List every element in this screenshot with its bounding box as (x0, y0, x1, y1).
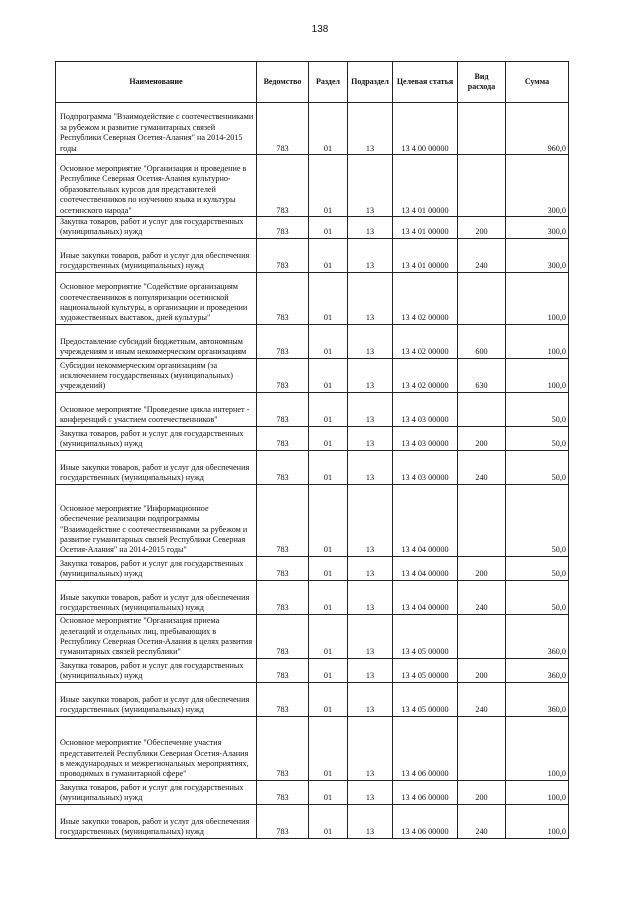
row-target-article: 13 4 06 00000 (393, 804, 458, 838)
row-name: Основное мероприятие "Информационное обеспечение реализации подпрограммы "Взаимодействие с соотечественниками за рубежом и развитие гуманитарных связей Республики Северная Осетия-Алания" на 2014-2015 годы" (60, 503, 248, 555)
row-section: 01 (309, 614, 348, 658)
row-target-article: 13 4 01 00000 (393, 155, 458, 217)
row-expense-type: 240 (458, 450, 506, 484)
row-section: 01 (309, 658, 348, 682)
row-subsection: 13 (348, 358, 393, 392)
row-section: 01 (309, 358, 348, 392)
column-header-expense-type: Вид расхода (458, 62, 506, 103)
row-name: Закупка товаров, работ и услуг для государственных (муниципальных) нужд (60, 559, 244, 579)
row-department: 783 (257, 804, 309, 838)
row-subsection: 13 (348, 238, 393, 272)
row-section: 01 (309, 580, 348, 614)
row-amount: 960,0 (506, 103, 569, 155)
budget-table (55, 61, 569, 839)
row-cell-name (56, 272, 257, 324)
row-expense-type: 240 (458, 682, 506, 716)
row-target-article: 13 4 06 00000 (393, 716, 458, 780)
row-name: Закупка товаров, работ и услуг для государственных (муниципальных) нужд (60, 783, 244, 803)
row-name: Предоставление субсидий бюджетным, автономным учреждениям и иным некоммерческим организациям (60, 337, 247, 357)
column-header-subsection: Подраздел (348, 62, 393, 103)
row-section: 01 (309, 426, 348, 450)
row-amount: 100,0 (506, 804, 569, 838)
row-section: 01 (309, 238, 348, 272)
row-department: 783 (257, 716, 309, 780)
row-amount: 360,0 (506, 682, 569, 716)
table-row (56, 272, 569, 324)
row-cell-name (56, 484, 257, 556)
row-name: Закупка товаров, работ и услуг для государственных (муниципальных) нужд (60, 661, 244, 681)
row-target-article: 13 4 03 00000 (393, 426, 458, 450)
row-name: Основное мероприятие "Организация и проведение в Республике Северная Осетия-Алания культурно-образовательных курсов для представителей соотечественников по изучению языка и культуры осетинского народа" (60, 163, 247, 215)
row-section: 01 (309, 324, 348, 358)
row-department: 783 (257, 155, 309, 217)
column-header-target-article: Целевая статья (393, 62, 458, 103)
row-amount: 360,0 (506, 614, 569, 658)
row-name: Иные закупки товаров, работ и услуг для обеспечения государственных (муниципальных) нужд (60, 817, 250, 837)
table-row (56, 780, 569, 804)
row-department: 783 (257, 217, 309, 239)
row-name: Иные закупки товаров, работ и услуг для обеспечения государственных (муниципальных) нужд (60, 251, 250, 271)
row-section: 01 (309, 716, 348, 780)
row-name: Основное мероприятие "Проведение цикла интернет - конференций с участием соотечественников" (60, 405, 250, 425)
row-subsection: 13 (348, 614, 393, 658)
row-expense-type: 240 (458, 580, 506, 614)
row-amount: 100,0 (506, 780, 569, 804)
row-expense-type (458, 392, 506, 426)
row-section: 01 (309, 272, 348, 324)
row-name: Основное мероприятие "Обеспечение участия представителей Республики Северная Осетия-Алания в международных и межрегиональных мероприятиях, проводимых в гуманитарной сфере" (60, 738, 249, 779)
table-row (56, 716, 569, 780)
row-subsection: 13 (348, 217, 393, 239)
table-row (56, 324, 569, 358)
row-cell-name (56, 238, 257, 272)
row-amount: 100,0 (506, 272, 569, 324)
row-name: Основное мероприятие "Содействие организациям соотечественников в популяризации осетинской национальной культуры, в организации и проведении художественных выставок, дней культуры" (60, 282, 248, 323)
row-subsection: 13 (348, 392, 393, 426)
page-number: 138 (311, 24, 329, 35)
row-expense-type (458, 272, 506, 324)
row-department: 783 (257, 272, 309, 324)
row-subsection: 13 (348, 272, 393, 324)
row-expense-type (458, 484, 506, 556)
row-amount: 300,0 (506, 238, 569, 272)
row-section: 01 (309, 155, 348, 217)
row-target-article: 13 4 04 00000 (393, 580, 458, 614)
row-target-article: 13 4 05 00000 (393, 682, 458, 716)
table-row (56, 358, 569, 392)
row-expense-type: 200 (458, 556, 506, 580)
row-target-article: 13 4 01 00000 (393, 238, 458, 272)
row-amount: 100,0 (506, 358, 569, 392)
row-amount: 50,0 (506, 426, 569, 450)
table-row (56, 450, 569, 484)
table-header (56, 62, 569, 103)
row-subsection: 13 (348, 103, 393, 155)
row-section: 01 (309, 804, 348, 838)
row-expense-type (458, 716, 506, 780)
row-department: 783 (257, 780, 309, 804)
row-section: 01 (309, 682, 348, 716)
row-subsection: 13 (348, 484, 393, 556)
row-department: 783 (257, 392, 309, 426)
row-section: 01 (309, 217, 348, 239)
table-row (56, 238, 569, 272)
row-target-article: 13 4 04 00000 (393, 484, 458, 556)
row-amount: 100,0 (506, 716, 569, 780)
row-expense-type: 200 (458, 217, 506, 239)
row-target-article: 13 4 05 00000 (393, 658, 458, 682)
row-expense-type: 200 (458, 426, 506, 450)
row-department: 783 (257, 484, 309, 556)
row-department: 783 (257, 426, 309, 450)
table-body (56, 103, 569, 839)
row-subsection: 13 (348, 780, 393, 804)
row-target-article: 13 4 02 00000 (393, 272, 458, 324)
table-row (56, 392, 569, 426)
row-department: 783 (257, 238, 309, 272)
row-subsection: 13 (348, 426, 393, 450)
row-subsection: 13 (348, 658, 393, 682)
table-row (56, 614, 569, 658)
row-amount: 300,0 (506, 217, 569, 239)
row-department: 783 (257, 614, 309, 658)
column-header-name: Наименование (56, 62, 257, 103)
table-row (56, 804, 569, 838)
table-row (56, 103, 569, 155)
row-expense-type: 200 (458, 780, 506, 804)
row-name: Закупка товаров, работ и услуг для государственных (муниципальных) нужд (60, 217, 244, 237)
row-section: 01 (309, 780, 348, 804)
row-subsection: 13 (348, 450, 393, 484)
row-department: 783 (257, 358, 309, 392)
row-expense-type: 600 (458, 324, 506, 358)
row-expense-type (458, 155, 506, 217)
row-name: Иные закупки товаров, работ и услуг для обеспечения государственных (муниципальных) нужд (60, 593, 250, 613)
row-department: 783 (257, 682, 309, 716)
row-department: 783 (257, 658, 309, 682)
row-amount: 360,0 (506, 658, 569, 682)
row-cell-name (56, 426, 257, 450)
row-cell-name (56, 392, 257, 426)
row-cell-name (56, 804, 257, 838)
row-subsection: 13 (348, 716, 393, 780)
table-row (56, 217, 569, 239)
row-name: Субсидии некоммерческим организациям (за исключением государственных (муниципальных) учреждений) (60, 360, 233, 391)
row-department: 783 (257, 556, 309, 580)
row-subsection: 13 (348, 682, 393, 716)
row-amount: 50,0 (506, 450, 569, 484)
table-row (56, 682, 569, 716)
row-cell-name (56, 358, 257, 392)
row-expense-type: 240 (458, 238, 506, 272)
row-section: 01 (309, 450, 348, 484)
row-department: 783 (257, 324, 309, 358)
row-department: 783 (257, 103, 309, 155)
row-name: Закупка товаров, работ и услуг для государственных (муниципальных) нужд (60, 429, 244, 449)
row-cell-name (56, 716, 257, 780)
row-expense-type: 240 (458, 804, 506, 838)
row-amount: 50,0 (506, 580, 569, 614)
row-cell-name (56, 580, 257, 614)
row-amount: 50,0 (506, 392, 569, 426)
table-row (56, 658, 569, 682)
row-amount: 50,0 (506, 484, 569, 556)
row-cell-name (56, 614, 257, 658)
table-row (56, 426, 569, 450)
row-cell-name (56, 658, 257, 682)
row-cell-name (56, 217, 257, 239)
row-name: Подпрограмма "Взаимодействие с соотечественниками за рубежом и развитие гуманитарных связей Республики Северная Осетия-Алания" на 2014-2015 годы (60, 112, 254, 153)
row-department: 783 (257, 580, 309, 614)
row-name: Основное мероприятие "Организация приема делегаций и отдельных лиц, пребывающих в Республику Северная Осетия-Алания в целях развития гуманитарных связей республики" (60, 616, 253, 657)
row-subsection: 13 (348, 804, 393, 838)
row-target-article: 13 4 02 00000 (393, 358, 458, 392)
row-target-article: 13 4 04 00000 (393, 556, 458, 580)
table-row (56, 155, 569, 217)
row-target-article: 13 4 06 00000 (393, 780, 458, 804)
row-target-article: 13 4 02 00000 (393, 324, 458, 358)
row-section: 01 (309, 392, 348, 426)
row-cell-name (56, 155, 257, 217)
row-subsection: 13 (348, 580, 393, 614)
row-name: Иные закупки товаров, работ и услуг для обеспечения государственных (муниципальных) нужд (60, 695, 250, 715)
row-expense-type: 630 (458, 358, 506, 392)
table-row (56, 484, 569, 556)
column-header-department: Ведомство (257, 62, 309, 103)
row-cell-name (56, 780, 257, 804)
row-amount: 100,0 (506, 324, 569, 358)
table-row (56, 580, 569, 614)
row-target-article: 13 4 03 00000 (393, 392, 458, 426)
row-cell-name (56, 450, 257, 484)
column-header-amount: Сумма (506, 62, 569, 103)
row-department: 783 (257, 450, 309, 484)
header-row (56, 62, 569, 103)
row-expense-type: 200 (458, 658, 506, 682)
row-target-article: 13 4 01 00000 (393, 217, 458, 239)
row-section: 01 (309, 556, 348, 580)
row-section: 01 (309, 484, 348, 556)
row-target-article: 13 4 03 00000 (393, 450, 458, 484)
column-header-section: Раздел (309, 62, 348, 103)
row-subsection: 13 (348, 324, 393, 358)
row-amount: 300,0 (506, 155, 569, 217)
table-row (56, 556, 569, 580)
row-target-article: 13 4 00 00000 (393, 103, 458, 155)
row-subsection: 13 (348, 556, 393, 580)
row-name: Иные закупки товаров, работ и услуг для обеспечения государственных (муниципальных) нужд (60, 463, 250, 483)
row-expense-type (458, 614, 506, 658)
row-cell-name (56, 324, 257, 358)
row-section: 01 (309, 103, 348, 155)
row-cell-name (56, 103, 257, 155)
row-expense-type (458, 103, 506, 155)
row-target-article: 13 4 05 00000 (393, 614, 458, 658)
row-amount: 50,0 (506, 556, 569, 580)
row-cell-name (56, 682, 257, 716)
row-subsection: 13 (348, 155, 393, 217)
row-cell-name (56, 556, 257, 580)
